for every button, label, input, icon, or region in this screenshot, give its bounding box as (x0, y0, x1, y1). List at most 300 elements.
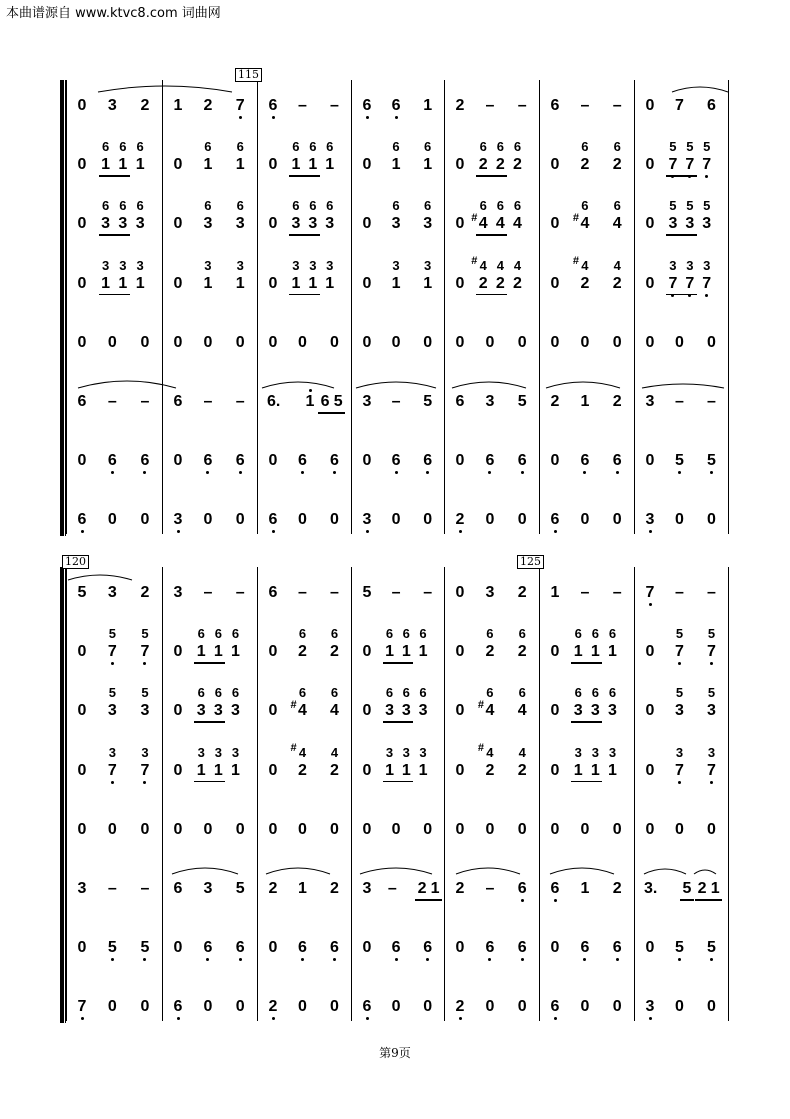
chord-upper-note: 5 (675, 685, 684, 701)
jianpu-note: – (387, 880, 397, 897)
jianpu-note: 3 (101, 215, 111, 233)
jianpu-note: 0 (580, 820, 590, 838)
chord-upper-note: 6 (402, 626, 410, 642)
chord-upper-note: 6 (581, 139, 589, 155)
jianpu-note: 1 (590, 643, 600, 661)
jianpu-note: 6 (298, 452, 307, 470)
jianpu-note: – (485, 880, 495, 897)
jianpu-note: 2 (612, 393, 622, 410)
chord-upper-note: 5 (686, 139, 694, 155)
jianpu-note: 0 (455, 761, 465, 779)
jianpu-note: 6 (235, 452, 245, 470)
jianpu-note: 0 (173, 643, 183, 661)
chord-upper-note: 6 (591, 626, 599, 642)
slur (644, 869, 686, 874)
jianpu-note: 6 (362, 97, 372, 114)
jianpu-note: 0 (329, 333, 339, 351)
chord-upper-note: 3 (707, 744, 716, 760)
jianpu-note: 0 (173, 333, 183, 351)
jianpu-note: 6 (268, 511, 278, 529)
chord-upper-note: 3 (108, 744, 116, 760)
jianpu-note: 0 (550, 702, 560, 720)
jianpu-note: 4 (495, 215, 505, 233)
sharp-sign: # (290, 741, 297, 754)
jianpu-note: 6 (173, 998, 183, 1016)
jianpu-note: 2 (268, 880, 278, 897)
jianpu-note: 7 (685, 156, 695, 174)
jianpu-note: 0 (612, 511, 622, 529)
sharp-sign: # (477, 741, 485, 754)
jianpu-note: 1 (391, 274, 401, 292)
jianpu-note: – (675, 584, 684, 601)
jianpu-note: 5 (675, 452, 684, 470)
jianpu-note: 0 (706, 333, 716, 351)
jianpu-note: 0 (77, 761, 87, 779)
jianpu-note: 0 (645, 820, 655, 838)
chord-upper-note: 6 (419, 626, 427, 642)
chord-upper-note: 5 (703, 198, 711, 214)
jianpu-note: 1 (203, 156, 213, 174)
jianpu-note: 2 (612, 880, 622, 897)
chord-upper-note: 4 (513, 257, 522, 273)
jianpu-note: 6 (391, 452, 401, 470)
jianpu-note: 2 (612, 156, 622, 174)
jianpu-note: 2 (268, 998, 278, 1016)
jianpu-note: 0 (485, 820, 495, 838)
jianpu-note: 0 (550, 939, 560, 957)
jianpu-note: 1 (573, 761, 583, 779)
chord-upper-note: 6 (292, 198, 300, 214)
jianpu-note: 0 (517, 998, 527, 1016)
jianpu-note: 1 (291, 156, 301, 174)
jianpu-note: 0 (235, 333, 245, 351)
jianpu-note: 2 (580, 156, 590, 174)
jianpu-note: 3 (418, 702, 428, 720)
jianpu-note: 0 (485, 998, 495, 1016)
jianpu-note: – (235, 584, 245, 601)
jianpu-note: 1 (291, 274, 301, 292)
jianpu-note: 2 (298, 761, 307, 779)
jianpu-note: 1 (418, 761, 428, 779)
jianpu-note: 3 (675, 702, 684, 720)
jianpu-note: – (706, 584, 716, 601)
jianpu-note: 6 (391, 97, 401, 114)
measure-number: 115 (235, 68, 262, 82)
slur (452, 382, 526, 388)
jianpu-note: 1 (196, 761, 206, 779)
jianpu-note: 3 (385, 702, 394, 720)
jianpu-note: 0 (107, 333, 117, 351)
jianpu-note: 0 (675, 333, 684, 351)
jianpu-note: – (706, 393, 716, 410)
jianpu-note: 1 (203, 274, 213, 292)
jianpu-note: – (517, 97, 527, 114)
jianpu-note: 1 (325, 274, 335, 292)
chord-upper-note: 6 (326, 198, 334, 214)
jianpu-note: 6 (706, 97, 716, 114)
jianpu-note: 0 (455, 702, 465, 720)
chord-upper-note: 3 (326, 257, 334, 273)
jianpu-note: 0 (391, 820, 401, 838)
jianpu-note: 0 (455, 274, 465, 292)
chord-upper-note: 6 (581, 198, 589, 214)
slur (172, 868, 238, 874)
jianpu-note: 0 (675, 820, 684, 838)
jianpu-note: 3 (362, 511, 372, 529)
jianpu-note: 6 (391, 939, 401, 957)
measure-number: 120 (62, 555, 89, 569)
chord-upper-note: 5 (108, 685, 116, 701)
jianpu-note: 6 (268, 97, 278, 114)
chord-upper-note: 6 (613, 139, 621, 155)
jianpu-note: 1 (385, 643, 394, 661)
slur (78, 381, 176, 388)
jianpu-note: 0 (140, 998, 150, 1016)
jianpu-note: 6 (580, 452, 590, 470)
jianpu-note: 2 (495, 274, 505, 292)
jianpu-note: 3 (203, 880, 213, 897)
jianpu-note: 2 (517, 761, 527, 779)
chord-upper-note: 4 (330, 744, 339, 760)
jianpu-note: 0 (77, 820, 87, 838)
jianpu-note: 0 (612, 998, 622, 1016)
slur (266, 868, 330, 874)
jianpu-note: 0 (645, 643, 655, 661)
jianpu-note: – (140, 880, 150, 897)
chord-upper-note: 6 (479, 198, 487, 214)
jianpu-note: 0 (517, 820, 527, 838)
jianpu-note: 2 (455, 998, 465, 1016)
jianpu-note: 0 (362, 333, 372, 351)
chord-upper-note: 5 (686, 198, 694, 214)
jianpu-note: 0 (455, 584, 465, 601)
jianpu-note: 0 (173, 820, 183, 838)
jianpu-note: 3 (485, 393, 495, 410)
jianpu-note: 0 (298, 511, 307, 529)
jianpu-note: – (580, 584, 590, 601)
chord-upper-note: 6 (298, 685, 307, 701)
slur (672, 87, 728, 92)
chord-upper-note: 3 (424, 257, 432, 273)
jianpu-note: 0 (107, 820, 117, 838)
jianpu-note: 2 (517, 643, 527, 661)
jianpu-note: 3 (107, 584, 117, 601)
jianpu-note: 6 (550, 97, 560, 114)
jianpu-note: 6 (173, 393, 183, 410)
jianpu-note: 0 (517, 511, 527, 529)
jianpu-note: 0 (391, 511, 401, 529)
jianpu-note: 0 (423, 333, 433, 351)
jianpu-note: 3 (235, 215, 245, 233)
chord-upper-note: 3 (669, 257, 677, 273)
chord-upper-note: 3 (101, 257, 110, 273)
jianpu-note: 0 (235, 820, 245, 838)
jianpu-note: 0 (268, 643, 278, 661)
jianpu-note: 3 (485, 584, 495, 601)
chord-upper-note: 3 (204, 257, 212, 273)
jianpu-note: 0 (77, 452, 87, 470)
jianpu-note: 1 (710, 880, 720, 897)
jianpu-note: 2 (298, 643, 307, 661)
chord-upper-note: 6 (101, 139, 110, 155)
sharp-sign: # (471, 254, 478, 267)
chord-upper-note: 3 (231, 744, 240, 760)
jianpu-note: 0 (580, 998, 590, 1016)
chord-upper-note: 4 (298, 744, 307, 760)
chord-upper-note: 6 (231, 685, 240, 701)
jianpu-note: 4 (329, 702, 339, 720)
jianpu-note: 5 (107, 939, 117, 957)
jianpu-note: 0 (203, 820, 213, 838)
chord-upper-note: 3 (141, 744, 149, 760)
chord-upper-note: 5 (703, 139, 711, 155)
jianpu-note: 6 (455, 393, 465, 410)
jianpu-note: 5 (333, 393, 343, 410)
chord-upper-note: 4 (518, 744, 526, 760)
jianpu-note: 1 (423, 156, 433, 174)
chord-upper-note: 6 (214, 626, 222, 642)
slur (550, 868, 614, 874)
jianpu-note: 0 (550, 643, 560, 661)
jianpu-note: 7 (706, 643, 716, 661)
jianpu-note: 7 (675, 761, 684, 779)
jianpu-note: 6 (268, 584, 278, 601)
chord-upper-note: 4 (486, 744, 494, 760)
jianpu-note: 3 (706, 702, 716, 720)
jianpu-note: 5 (675, 939, 684, 957)
jianpu-note: 1 (423, 274, 433, 292)
chord-upper-note: 5 (669, 198, 677, 214)
jianpu-note: 3 (230, 702, 240, 720)
chord-upper-note: 6 (292, 139, 300, 155)
jianpu-note: 0 (77, 702, 87, 720)
chord-upper-note: 3 (703, 257, 711, 273)
chord-upper-note: 3 (392, 257, 400, 273)
jianpu-note: 3 (325, 215, 335, 233)
chord-upper-note: 6 (385, 626, 394, 642)
chord-upper-note: 5 (675, 626, 684, 642)
chord-upper-note: 3 (608, 744, 617, 760)
jianpu-note: 6 (320, 393, 330, 410)
jianpu-note: 3 (391, 215, 401, 233)
jianpu-note: 1 (385, 761, 394, 779)
jianpu-note: 0 (423, 998, 433, 1016)
jianpu-note: 0 (455, 820, 465, 838)
jianpu-note: – (107, 880, 117, 897)
jianpu-note: 0 (268, 215, 278, 233)
jianpu-note: 0 (77, 333, 87, 351)
jianpu-note: 0 (517, 333, 527, 351)
jianpu-note: 0 (203, 998, 213, 1016)
jianpu-note: 0 (645, 97, 655, 114)
jianpu-note: 3 (77, 880, 87, 897)
jianpu-note: 0 (362, 215, 372, 233)
jianpu-note: – (329, 584, 339, 601)
chord-upper-note: 6 (298, 626, 307, 642)
jianpu-note: 3 (203, 215, 213, 233)
chord-upper-note: 3 (119, 257, 127, 273)
jianpu-note: 2 (512, 156, 522, 174)
jianpu-note: 2 (140, 97, 150, 114)
jianpu-note: 1 (590, 761, 600, 779)
jianpu-note: 6 (329, 939, 339, 957)
jianpu-note: 3 (118, 215, 128, 233)
chord-upper-note: 6 (136, 139, 144, 155)
jianpu-note: 7 (675, 97, 684, 114)
jianpu-note: 3 (401, 702, 411, 720)
jianpu-note: 2 (455, 511, 465, 529)
jianpu-note: 0 (173, 215, 183, 233)
jianpu-note: 0 (391, 998, 401, 1016)
jianpu-note: 7 (77, 998, 87, 1016)
jianpu-note: 7 (107, 643, 117, 661)
jianpu-note: 0 (550, 452, 560, 470)
chord-upper-note: 6 (402, 685, 410, 701)
chord-upper-note: 6 (591, 685, 599, 701)
jianpu-note: 3 (140, 702, 150, 720)
jianpu-note: 1 (135, 274, 145, 292)
jianpu-note: 0 (268, 333, 278, 351)
jianpu-note: 0 (580, 511, 590, 529)
jianpu-note: 0 (485, 511, 495, 529)
jianpu-note: 7 (645, 584, 655, 601)
jianpu-note: 7 (685, 274, 695, 292)
jianpu-note: 0 (550, 761, 560, 779)
jianpu-note: 1 (308, 274, 318, 292)
jianpu-note: – (675, 393, 684, 410)
jianpu-note: 2 (485, 761, 495, 779)
sharp-sign: # (471, 212, 478, 225)
jianpu-note: 6 (612, 452, 622, 470)
jianpu-note: 0 (77, 939, 87, 957)
chord-upper-note: 6 (236, 139, 244, 155)
jianpu-note: 0 (645, 761, 655, 779)
chord-upper-note: 6 (574, 626, 582, 642)
jianpu-note: 0 (77, 643, 87, 661)
jianpu-note: 0 (455, 215, 465, 233)
chord-upper-note: 6 (101, 198, 110, 214)
jianpu-note: 3 (645, 998, 655, 1016)
jianpu-note: 6 (550, 998, 560, 1016)
jianpu-note: 2 (329, 643, 339, 661)
jianpu-note: 6 (203, 939, 213, 957)
jianpu-note: 5 (362, 584, 372, 601)
jianpu-note: 2 (203, 97, 213, 114)
jianpu-note: 0 (391, 333, 401, 351)
jianpu-note: 2 (140, 584, 150, 601)
chord-upper-note: 6 (424, 139, 432, 155)
jianpu-note: – (612, 97, 622, 114)
jianpu-note: 0 (362, 939, 372, 957)
jianpu-note: 2 (329, 761, 339, 779)
chord-upper-note: 6 (385, 685, 394, 701)
jianpu-note: 6 (140, 452, 150, 470)
chord-upper-note: 6 (119, 139, 127, 155)
jianpu-note: 1 (607, 643, 617, 661)
jianpu-note: 6 (580, 939, 590, 957)
chord-upper-note: 4 (613, 257, 621, 273)
jianpu-note: 3 (135, 215, 145, 233)
jianpu-note: 6 (362, 998, 372, 1016)
jianpu-note: 3 (607, 702, 617, 720)
jianpu-note: 7 (706, 761, 716, 779)
jianpu-note: 2 (485, 643, 495, 661)
jianpu-note: 1 (135, 156, 145, 174)
chord-upper-note: 6 (479, 139, 487, 155)
jianpu-note: 7 (668, 274, 678, 292)
chord-upper-note: 4 (496, 257, 504, 273)
jianpu-note: 0 (268, 452, 278, 470)
jianpu-note: 0 (235, 998, 245, 1016)
jianpu-note: 0 (235, 511, 245, 529)
jianpu-note: 2 (455, 880, 465, 897)
jianpu-note: 7 (107, 761, 117, 779)
jianpu-note: 0 (77, 97, 87, 114)
jianpu-note: 5 (706, 452, 716, 470)
jianpu-note: 3 (423, 215, 433, 233)
slur (694, 870, 716, 874)
jianpu-note: 1 (298, 880, 307, 897)
jianpu-note: 3 (645, 511, 655, 529)
chord-upper-note: 6 (231, 626, 240, 642)
jianpu-note: 7 (235, 97, 245, 114)
jianpu-note: 1 (580, 880, 590, 897)
chord-upper-note: 6 (424, 198, 432, 214)
jianpu-note: 0 (455, 333, 465, 351)
chord-upper-note: 3 (574, 744, 582, 760)
jianpu-note: 1 (573, 643, 583, 661)
jianpu-note: 0 (362, 820, 372, 838)
jianpu-note: 1 (196, 643, 206, 661)
slur (456, 868, 520, 874)
jianpu-note: 4 (298, 702, 307, 720)
chord-upper-note: 6 (326, 139, 334, 155)
jianpu-note: 0 (203, 511, 213, 529)
jianpu-note: 0 (550, 820, 560, 838)
jianpu-note: 0 (107, 998, 117, 1016)
jianpu-note: 0 (140, 333, 150, 351)
jianpu-note: 3 (362, 880, 372, 897)
jianpu-note: 1 (173, 97, 183, 114)
jianpu-note: 0 (268, 702, 278, 720)
chord-upper-note: 3 (402, 744, 410, 760)
jianpu-note: 0 (485, 333, 495, 351)
chord-upper-note: 6 (518, 685, 526, 701)
slur (546, 382, 620, 388)
jianpu-note: 4 (485, 702, 495, 720)
jianpu-note: 6 (423, 939, 433, 957)
jianpu-note: – (391, 393, 401, 410)
chord-upper-note: 6 (608, 685, 617, 701)
jianpu-note: 0 (612, 333, 622, 351)
jianpu-note: 0 (645, 274, 655, 292)
jianpu-note: 6 (485, 452, 495, 470)
jianpu-note: 2 (512, 274, 522, 292)
jianpu-note: 3 (213, 702, 223, 720)
jianpu-note: 0 (550, 215, 560, 233)
chord-upper-note: 3 (591, 744, 599, 760)
jianpu-note: 1 (230, 761, 240, 779)
jianpu-note: 1 (391, 156, 401, 174)
jianpu-note: 0 (298, 333, 307, 351)
jianpu-note: – (107, 393, 117, 410)
jianpu-note: – (203, 393, 213, 410)
jianpu-note: 7 (668, 156, 678, 174)
jianpu-note: 0 (706, 998, 716, 1016)
chord-upper-note: 6 (236, 198, 244, 214)
chord-upper-note: 6 (330, 685, 339, 701)
jianpu-note: – (391, 584, 401, 601)
